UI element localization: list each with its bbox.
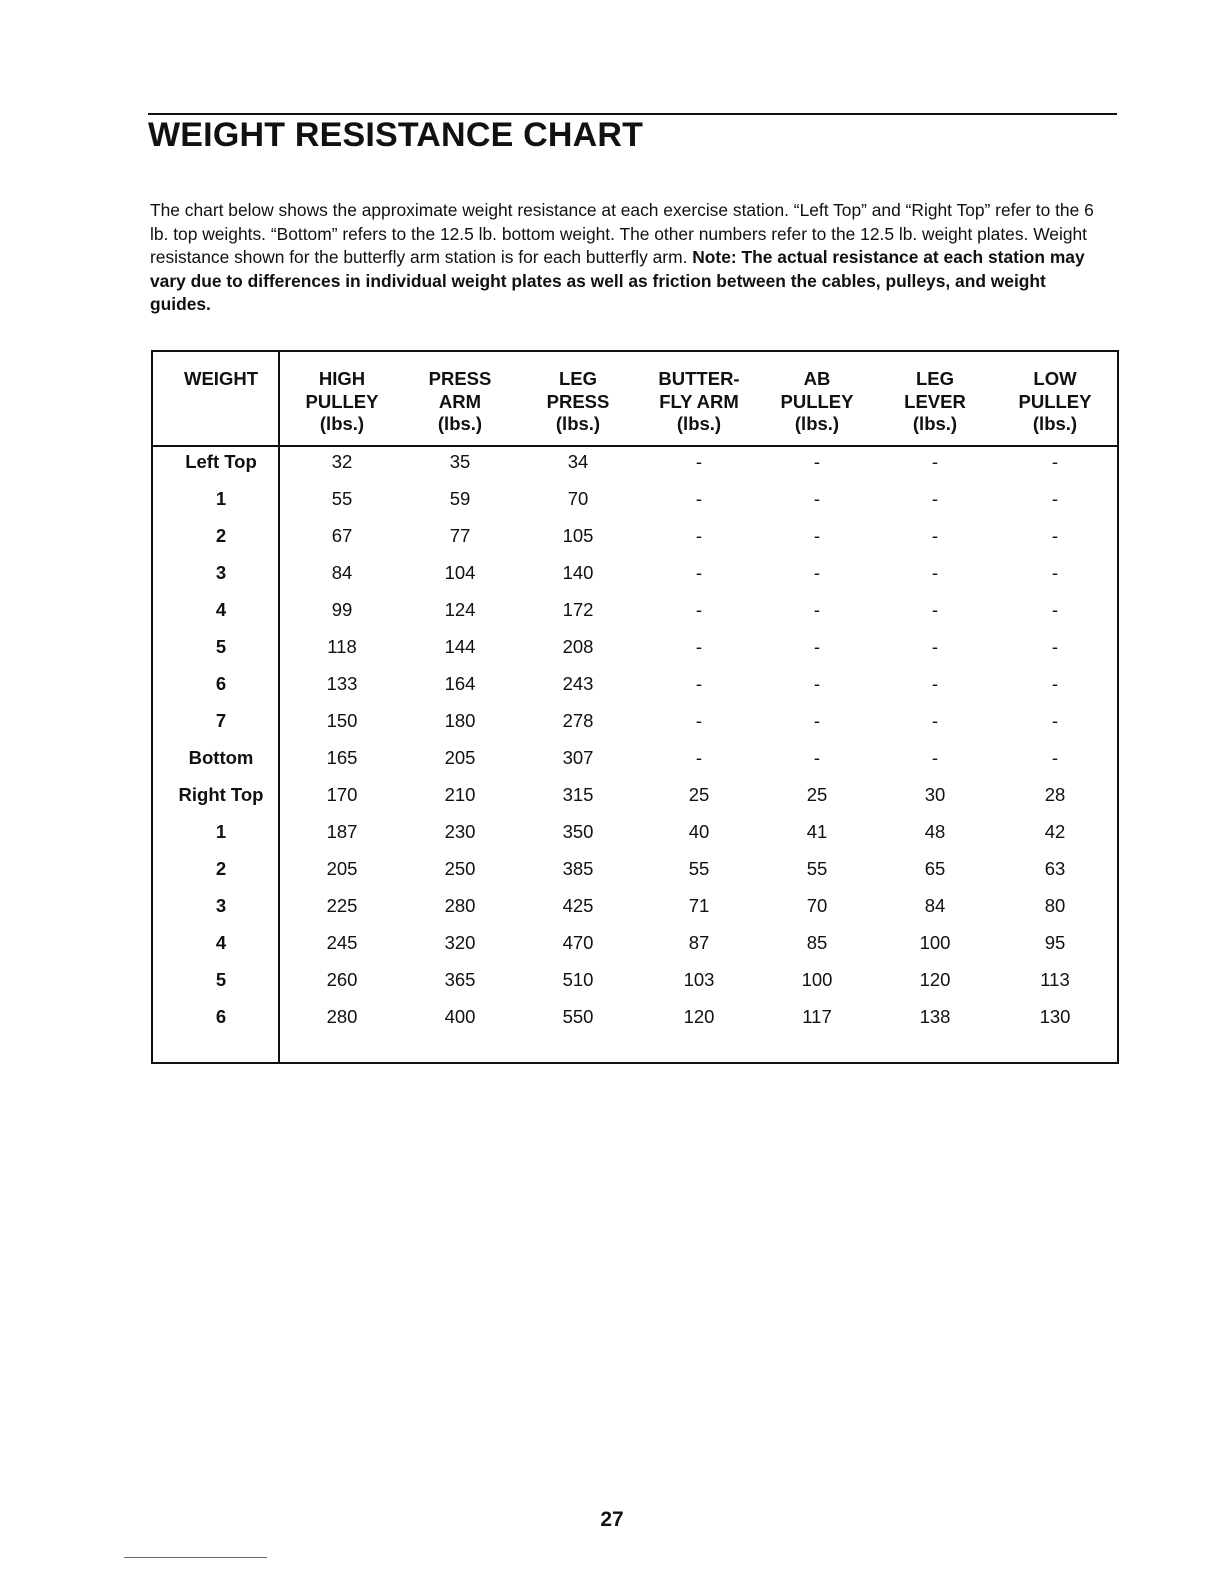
table-cell: 243 [562,673,594,694]
table-cell: 71 [688,895,710,916]
table-row [153,747,1121,784]
row-label: Left Top [185,451,257,472]
header-divider [153,445,1117,447]
page-number: 27 [600,1508,624,1531]
table-cell: 140 [562,562,594,583]
table-cell: - [931,562,939,583]
row-label: 6 [215,673,227,694]
table-cell: 250 [444,858,476,879]
table-cell: 230 [444,821,476,842]
column-header: LOW PULLEY (lbs.) [1018,368,1092,434]
table-cell: 34 [567,451,589,472]
table-cell: 87 [688,932,710,953]
intro-note: Note: The actual resistance at each station may vary due to differences in individual weight plates as well as friction between the cables, pulleys, and weight guides. [150,247,1085,314]
table-cell: 225 [326,895,358,916]
table-cell: 117 [802,1006,832,1027]
column-header: AB PULLEY (lbs.) [780,368,854,434]
table-cell: - [1051,710,1059,731]
table-cell: - [931,747,939,768]
table-cell: - [813,673,821,694]
table-cell: 25 [688,784,710,805]
table-cell: - [931,710,939,731]
table-cell: - [695,562,703,583]
column-header: BUTTER- FLY ARM (lbs.) [658,368,740,434]
page-title: WEIGHT RESISTANCE CHART [148,116,644,154]
table-cell: - [813,451,821,472]
table-cell: - [813,710,821,731]
table-cell: 84 [331,562,353,583]
table-row [153,932,1121,969]
table-row [153,673,1121,710]
table-cell: - [1051,747,1059,768]
table-cell: - [695,673,703,694]
table-cell: - [1051,451,1059,472]
table-cell: 65 [924,858,946,879]
table-cell: 187 [326,821,358,842]
table-row [153,895,1121,932]
table-row [153,1006,1121,1043]
row-label: 3 [215,895,227,916]
table-cell: 172 [562,599,594,620]
table-cell: - [1051,562,1059,583]
table-cell: 55 [688,858,710,879]
table-cell: 385 [562,858,594,879]
table-cell: 55 [331,488,353,509]
table-cell: - [695,747,703,768]
table-cell: - [813,636,821,657]
table-cell: 105 [562,525,594,546]
table-cell: 104 [444,562,476,583]
table-cell: 245 [326,932,358,953]
top-rule [148,113,1117,115]
row-label: 7 [215,710,227,731]
row-label: 2 [215,525,227,546]
table-cell: 100 [801,969,833,990]
table-cell: - [931,599,939,620]
column-header: WEIGHT [184,368,258,389]
table-cell: 70 [567,488,589,509]
table-cell: - [1051,599,1059,620]
table-cell: - [1051,673,1059,694]
table-cell: 99 [331,599,353,620]
row-label: 2 [215,858,227,879]
table-cell: 80 [1044,895,1066,916]
table-cell: - [813,525,821,546]
table-cell: 40 [688,821,710,842]
table-cell: 67 [331,525,353,546]
table-cell: 85 [806,932,828,953]
table-cell: - [931,673,939,694]
table-cell: 205 [326,858,358,879]
table-cell: 48 [924,821,946,842]
row-label: Right Top [178,784,264,805]
table-row [153,858,1121,895]
row-label: 5 [215,636,227,657]
column-header: LEG LEVER (lbs.) [904,368,966,434]
table-cell: 120 [919,969,951,990]
table-cell: - [1051,636,1059,657]
table-cell: - [695,488,703,509]
row-label: 4 [215,932,227,953]
table-cell: 130 [1039,1006,1071,1027]
table-cell: 77 [449,525,471,546]
row-label: Bottom [188,747,254,768]
table-cell: - [695,636,703,657]
table-row [153,710,1121,747]
row-label: 1 [215,488,227,509]
table-cell: - [695,599,703,620]
table-cell: 100 [919,932,951,953]
table-cell: - [813,747,821,768]
table-cell: 25 [806,784,828,805]
table-cell: 35 [449,451,471,472]
table-cell: 180 [444,710,476,731]
table-row [153,451,1121,488]
table-cell: 205 [444,747,476,768]
table-cell: 307 [562,747,594,768]
table-row [153,599,1121,636]
table-cell: - [931,525,939,546]
table-row [153,525,1121,562]
table-row [153,562,1121,599]
table-cell: 95 [1044,932,1066,953]
table-cell: 315 [562,784,594,805]
table-cell: 30 [924,784,946,805]
table-cell: 280 [444,895,476,916]
table-cell: 70 [806,895,828,916]
table-cell: - [931,488,939,509]
table-cell: 320 [444,932,476,953]
row-label: 4 [215,599,227,620]
table-cell: 144 [444,636,476,657]
table-cell: - [813,599,821,620]
table-cell: 42 [1044,821,1066,842]
table-cell: 133 [326,673,358,694]
table-cell: 260 [326,969,358,990]
table-cell: 59 [449,488,471,509]
table-cell: 208 [562,636,594,657]
table-cell: - [931,636,939,657]
table-row [153,636,1121,673]
table-cell: 63 [1044,858,1066,879]
column-header: LEG PRESS (lbs.) [546,368,610,434]
table-cell: 550 [562,1006,594,1027]
row-label: 6 [215,1006,227,1027]
table-cell: 32 [331,451,353,472]
column-header: HIGH PULLEY (lbs.) [305,368,379,434]
table-row [153,821,1121,858]
table-cell: 28 [1044,784,1066,805]
table-row [153,969,1121,1006]
table-cell: - [813,488,821,509]
table-cell: 103 [683,969,715,990]
table-cell: 165 [326,747,358,768]
table-row [153,784,1121,821]
table-row [153,488,1121,525]
table-cell: 278 [562,710,594,731]
intro-paragraph [150,199,1110,317]
table-cell: 84 [924,895,946,916]
row-label: 1 [215,821,227,842]
weight-resistance-table [151,350,1119,1064]
table-cell: - [695,710,703,731]
table-cell: 510 [562,969,594,990]
row-label: 3 [215,562,227,583]
table-cell: 41 [806,821,828,842]
intro-text: The chart below shows the approximate weight resistance at each exercise station. “Left Top” and “Right Top” refer to the 6 lb. top weights. “Bottom” refers to the 12.5 lb. bottom weight. The other numbers refer to the 12.5 lb. weight plates. Weight resistance shown for the butterfly arm station is for each butterfly arm. [150,200,1094,267]
table-cell: 113 [1040,969,1070,990]
table-cell: 365 [444,969,476,990]
table-cell: 350 [562,821,594,842]
table-cell: 425 [562,895,594,916]
table-cell: 170 [326,784,358,805]
table-cell: 164 [444,673,476,694]
table-cell: 124 [444,599,476,620]
table-cell: 470 [562,932,594,953]
table-cell: - [813,562,821,583]
table-cell: - [1051,488,1059,509]
table-cell: - [931,451,939,472]
table-cell: 138 [919,1006,951,1027]
footer-rule [124,1557,267,1558]
table-cell: 210 [444,784,476,805]
table-cell: 280 [326,1006,358,1027]
table-cell: - [1051,525,1059,546]
table-cell: - [695,451,703,472]
table-cell: 120 [683,1006,715,1027]
column-header: PRESS ARM (lbs.) [428,368,492,434]
table-cell: 150 [326,710,358,731]
table-cell: 118 [327,636,357,657]
table-cell: 55 [806,858,828,879]
row-label: 5 [215,969,227,990]
table-cell: 400 [444,1006,476,1027]
table-cell: - [695,525,703,546]
